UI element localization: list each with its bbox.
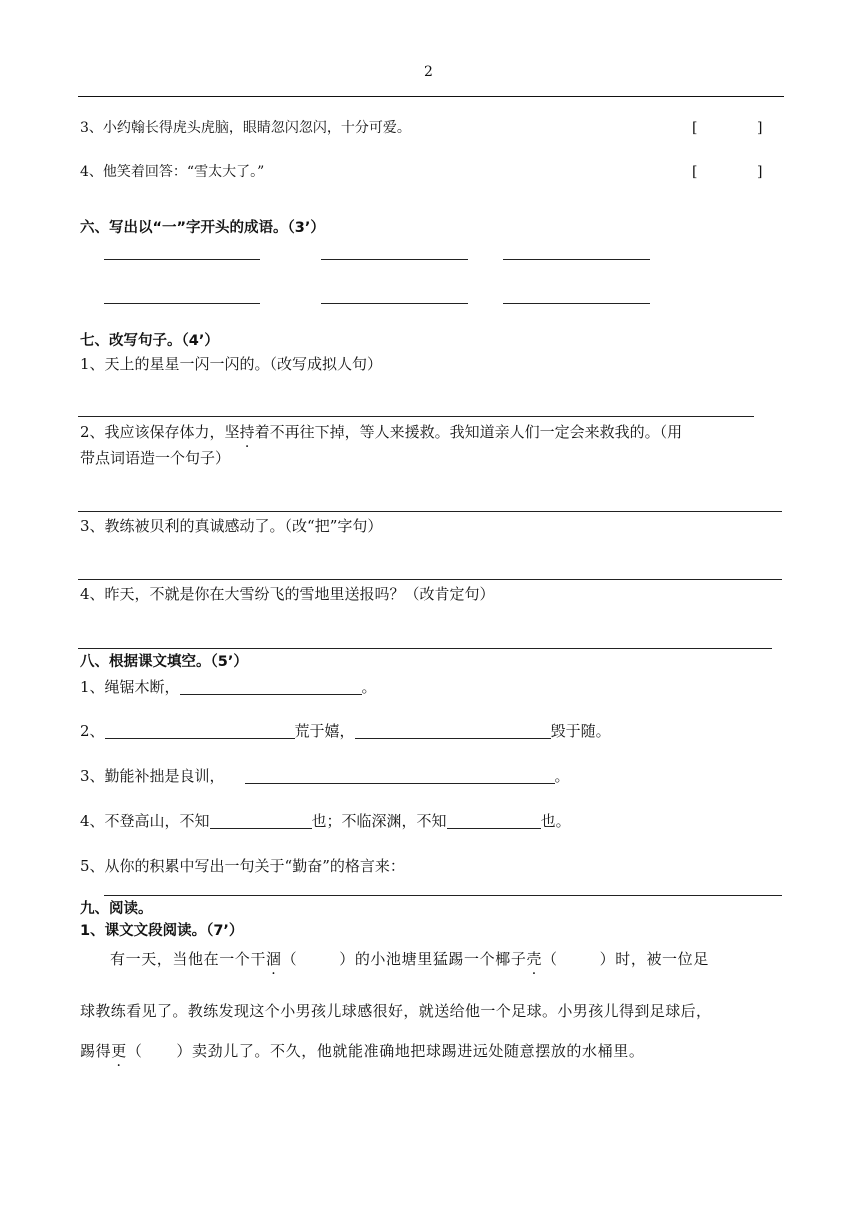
- s8-q4-text-a: 4、不登高山，不知: [80, 812, 210, 830]
- s7-question-2: [80, 421, 682, 443]
- s9-p1-e: ）时，被一位足: [599, 950, 709, 968]
- s8-q2-end: 毁于随。: [550, 722, 611, 740]
- s7-q2-answer-line[interactable]: [78, 511, 782, 512]
- s7-question-2-cont: 带点词语造一个句子）: [80, 449, 231, 467]
- s8-title: 八、根据课文填空。（5’）: [80, 654, 248, 670]
- s8-q4-end: 也。: [540, 812, 571, 830]
- s7-q2-part-a: 2、我应该保存体力，坚: [80, 423, 240, 441]
- s7-title: 七、改写句子。（4’）: [80, 333, 219, 349]
- idiom-blank-1[interactable]: [104, 259, 260, 260]
- s9-p3-a: 踢得: [80, 1042, 112, 1060]
- s8-question-2: [80, 720, 611, 742]
- s8-question-4: [80, 810, 571, 832]
- s9-passage-line-3: [80, 1040, 644, 1062]
- s8-q4-text-b: 也；不临深渊，不知: [311, 812, 447, 830]
- s8-q2-blank-1[interactable]: [105, 722, 295, 739]
- idiom-blank-2[interactable]: [321, 259, 468, 260]
- s9-passage-line-1: [110, 948, 709, 970]
- s8-q4-blank-2[interactable]: [447, 812, 541, 829]
- s5-q4-right-bracket: ]: [757, 164, 763, 180]
- s7-q3-answer-line[interactable]: [78, 579, 782, 580]
- s8-q1-end: 。: [361, 678, 377, 696]
- s6-title: 六、写出以“一”字开头的成语。（3’）: [80, 220, 325, 236]
- s9-subtitle: 1、课文文段阅读。（7’）: [80, 923, 244, 939]
- s7-q2-dotted-word: 持: [239, 423, 255, 441]
- s9-passage-line-2: 球教练看见了。教练发现这个小男孩儿球感很好，就送给他一个足球。小男孩儿得到足球后，: [80, 1002, 712, 1020]
- s7-q1-answer-line[interactable]: [78, 416, 754, 417]
- s7-q4-answer-line[interactable]: [78, 648, 772, 649]
- s8-q3-end: 。: [554, 767, 570, 785]
- idiom-blank-4[interactable]: [104, 303, 260, 304]
- s5-question-4: 4、他笑着回答：“雪太大了。”: [80, 164, 265, 180]
- page-number: 2: [424, 64, 433, 80]
- s5-question-3: 3、小约翰长得虎头虎脑，眼睛忽闪忽闪，十分可爱。: [80, 120, 411, 136]
- s5-q3-right-bracket: ]: [757, 120, 763, 136]
- s5-q4-left-bracket: [: [692, 164, 698, 180]
- s9-p1-a: 有一天，当他在一个干: [110, 950, 267, 968]
- s8-q2-num: 2、: [80, 722, 105, 740]
- s9-p1-b: （: [281, 950, 298, 968]
- s7-question-4: 4、昨天，不就是你在大雪纷飞的雪地里送报吗？（改肯定句）: [80, 585, 495, 603]
- s8-q3-text: 3、勤能补拙是良训，: [80, 767, 225, 785]
- s9-p1-dotted-1: 涸: [266, 950, 282, 968]
- s8-q2-mid: 荒于嬉，: [294, 722, 355, 740]
- s9-title: 九、阅读。: [80, 901, 153, 917]
- s9-p1-dotted-2: 壳: [526, 950, 543, 968]
- idiom-blank-3[interactable]: [503, 259, 650, 260]
- s7-question-3: 3、教练被贝利的真诚感动了。（改“把”字句）: [80, 517, 383, 535]
- s8-q2-blank-2[interactable]: [355, 722, 551, 739]
- s9-p1-d: （: [542, 950, 558, 968]
- s9-p3-dotted: 更: [111, 1042, 127, 1060]
- idiom-blank-5[interactable]: [321, 303, 468, 304]
- s9-p3-c: ）卖劲儿了。不久，他就能准确地把球踢进远处随意摆放的水桶里。: [176, 1042, 645, 1060]
- s8-question-1: [80, 676, 377, 698]
- s8-q1-blank[interactable]: [180, 678, 362, 695]
- s8-question-5: 5、从你的积累中写出一句关于“勤奋”的格言来：: [80, 857, 405, 875]
- header-divider: [78, 96, 784, 97]
- s9-p1-c: ）的小池塘里猛踢一个椰子: [339, 950, 527, 968]
- s8-q1-text: 1、绳锯木断，: [80, 678, 180, 696]
- s5-q3-left-bracket: [: [692, 120, 698, 136]
- s8-q5-answer-line[interactable]: [104, 895, 782, 896]
- s8-question-3: [80, 765, 570, 787]
- s9-p3-b: （: [126, 1042, 143, 1060]
- s7-q2-part-b: 着不再往下掉，等人来援救。我知道亲人们一定会来救我的。（用: [254, 423, 683, 441]
- s8-q4-blank-1[interactable]: [210, 812, 312, 829]
- s7-question-1: 1、天上的星星一闪一闪的。（改写成拟人句）: [80, 355, 383, 373]
- idiom-blank-6[interactable]: [503, 303, 650, 304]
- s8-q3-blank[interactable]: [245, 767, 555, 784]
